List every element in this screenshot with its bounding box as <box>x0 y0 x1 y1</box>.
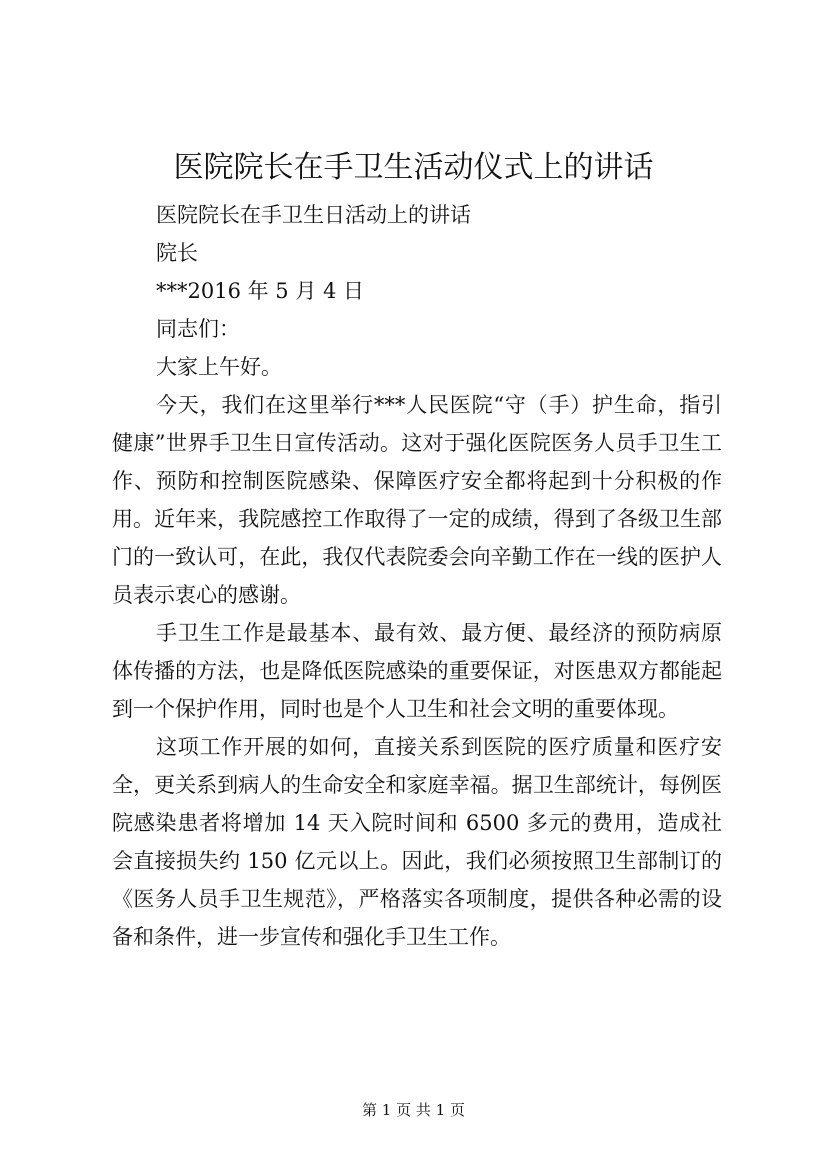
body-paragraph: 今天，我们在这里举行***人民医院“守（手）护生命，指引健康”世界手卫生日宣传活动。这对于强化医院医务人员手卫生工作、预防和控制医院感染、保障医疗安全都将起到十分积极的作用。近年来，我院感控工作取得了一定的成绩，得到了各级卫生部门的一致认可，在此，我仅代表院委会向辛勤工作在一线的医护人员表示衷心的感谢。 <box>112 393 722 607</box>
salutation-line: 同志们： <box>156 317 240 341</box>
speaker-line: 院长 <box>156 241 198 265</box>
greeting-line: 大家上午好。 <box>156 355 282 379</box>
document-body <box>112 196 722 956</box>
body-paragraph: 这项工作开展的如何，直接关系到医院的医疗质量和医疗安全，更关系到病人的生命安全和家庭幸福。据卫生部统计，每例医院感染患者将增加 14 天入院时间和 6500 多元的费用，造成社会直接损失约 150 亿元以上。因此，我们必须按照卫生部制订的《医务人员手卫生规范》，严格落实各项制度，提供各种必需的设备和条件，进一步宣传和强化手卫生工作。 <box>112 735 722 949</box>
page-footer: 第 1 页 共 1 页 <box>362 1101 465 1119</box>
body-paragraph: 手卫生工作是最基本、最有效、最方便、最经济的预防病原体传播的方法，也是降低医院感染的重要保证，对医患双方都能起到一个保护作用，同时也是个人卫生和社会文明的重要体现。 <box>112 621 722 721</box>
document-subtitle: 医院院长在手卫生日活动上的讲话 <box>156 203 471 227</box>
date-line: ***2016 年 5 月 4 日 <box>156 279 365 303</box>
document-title: 医院院长在手卫生活动仪式上的讲话 <box>173 150 654 185</box>
